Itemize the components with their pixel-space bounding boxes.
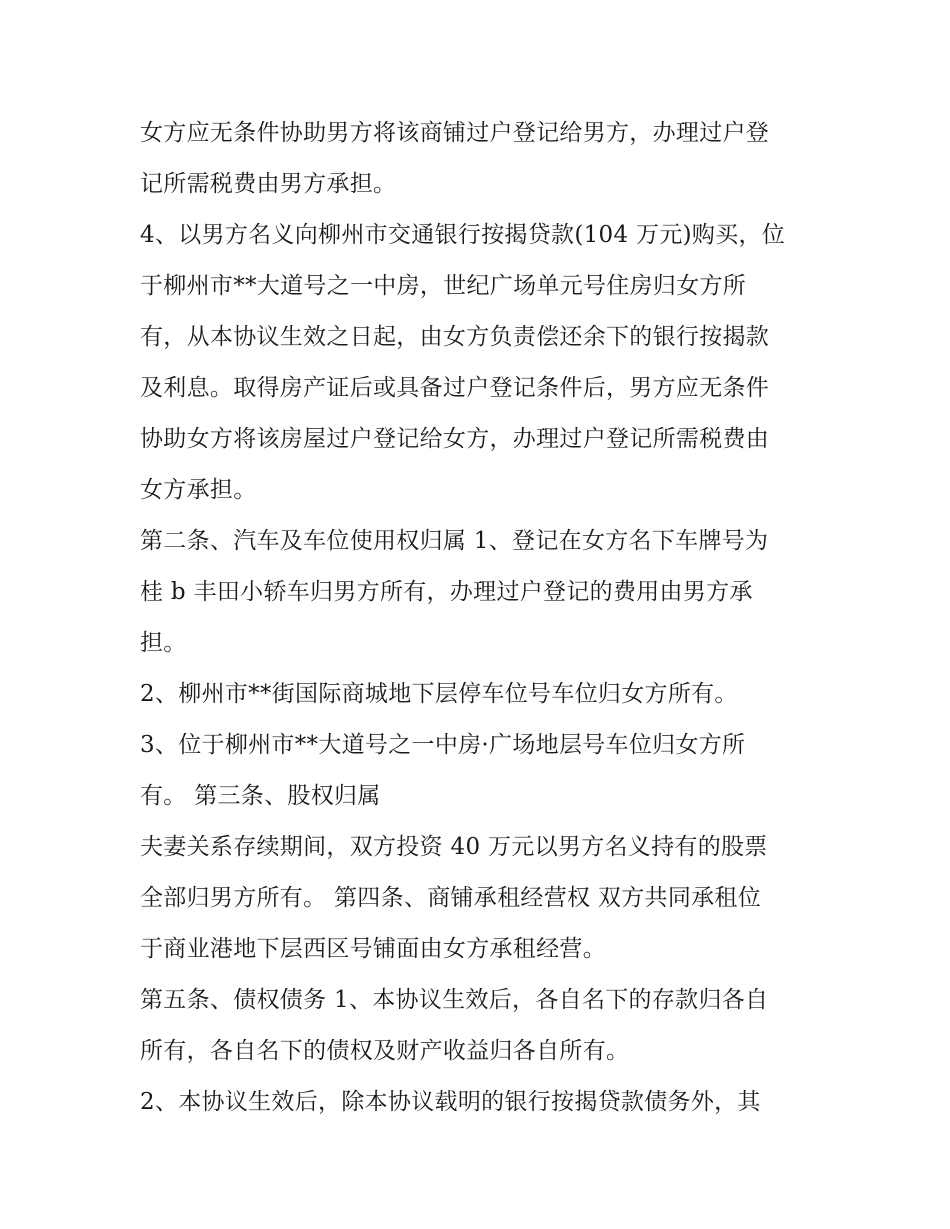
text-line-3: 4、以男方名义向柳州市交通银行按揭贷款(104 万元)购买，位 — [140, 222, 786, 248]
text-line-9: 第二条、汽车及车位使用权归属 1、登记在女方名下车牌号为 — [140, 528, 769, 554]
text-line-7: 协助女方将该房屋过户登记给女方，办理过户登记所需税费由 — [140, 426, 770, 452]
text-line-19: 所有，各自名下的债权及财产收益归各自所有。 — [140, 1038, 630, 1064]
text-line-13: 3、位于柳州市**大道号之一中房·广场地层号车位归女方所 — [140, 732, 746, 758]
text-line-4: 于柳州市**大道号之一中房，世纪广场单元号住房归女方所 — [140, 273, 747, 299]
text-line-12: 2、柳州市**街国际商城地下层停车位号车位归女方所有。 — [140, 681, 738, 707]
text-line-2: 记所需税费由男方承担。 — [140, 171, 397, 197]
text-line-20: 2、本协议生效后，除本协议载明的银行按揭贷款债务外，其 — [140, 1089, 761, 1115]
document-body — [140, 108, 820, 1128]
text-line-10: 桂 b 丰田小轿车归男方所有，办理过户登记的费用由男方承 — [140, 579, 753, 605]
text-line-18: 第五条、债权债务 1、本协议生效后，各自名下的存款归各自 — [140, 987, 769, 1013]
text-line-6: 及利息。取得房产证后或具备过户登记条件后，男方应无条件 — [140, 375, 770, 401]
text-line-15: 夫妻关系存续期间，双方投资 40 万元以男方名义持有的股票 — [140, 834, 768, 860]
text-line-1: 女方应无条件协助男方将该商铺过户登记给男方，办理过户登 — [140, 120, 770, 146]
text-line-5: 有，从本协议生效之日起，由女方负责偿还余下的银行按揭款 — [140, 324, 770, 350]
text-line-11: 担。 — [140, 630, 187, 656]
text-line-17: 于商业港地下层西区号铺面由女方承租经营。 — [140, 936, 606, 962]
text-line-8: 女方承担。 — [140, 477, 257, 503]
text-line-14: 有。 第三条、股权归属 — [140, 783, 381, 809]
text-line-16: 全部归男方所有。 第四条、商铺承租经营权 双方共同承租位 — [140, 885, 762, 911]
